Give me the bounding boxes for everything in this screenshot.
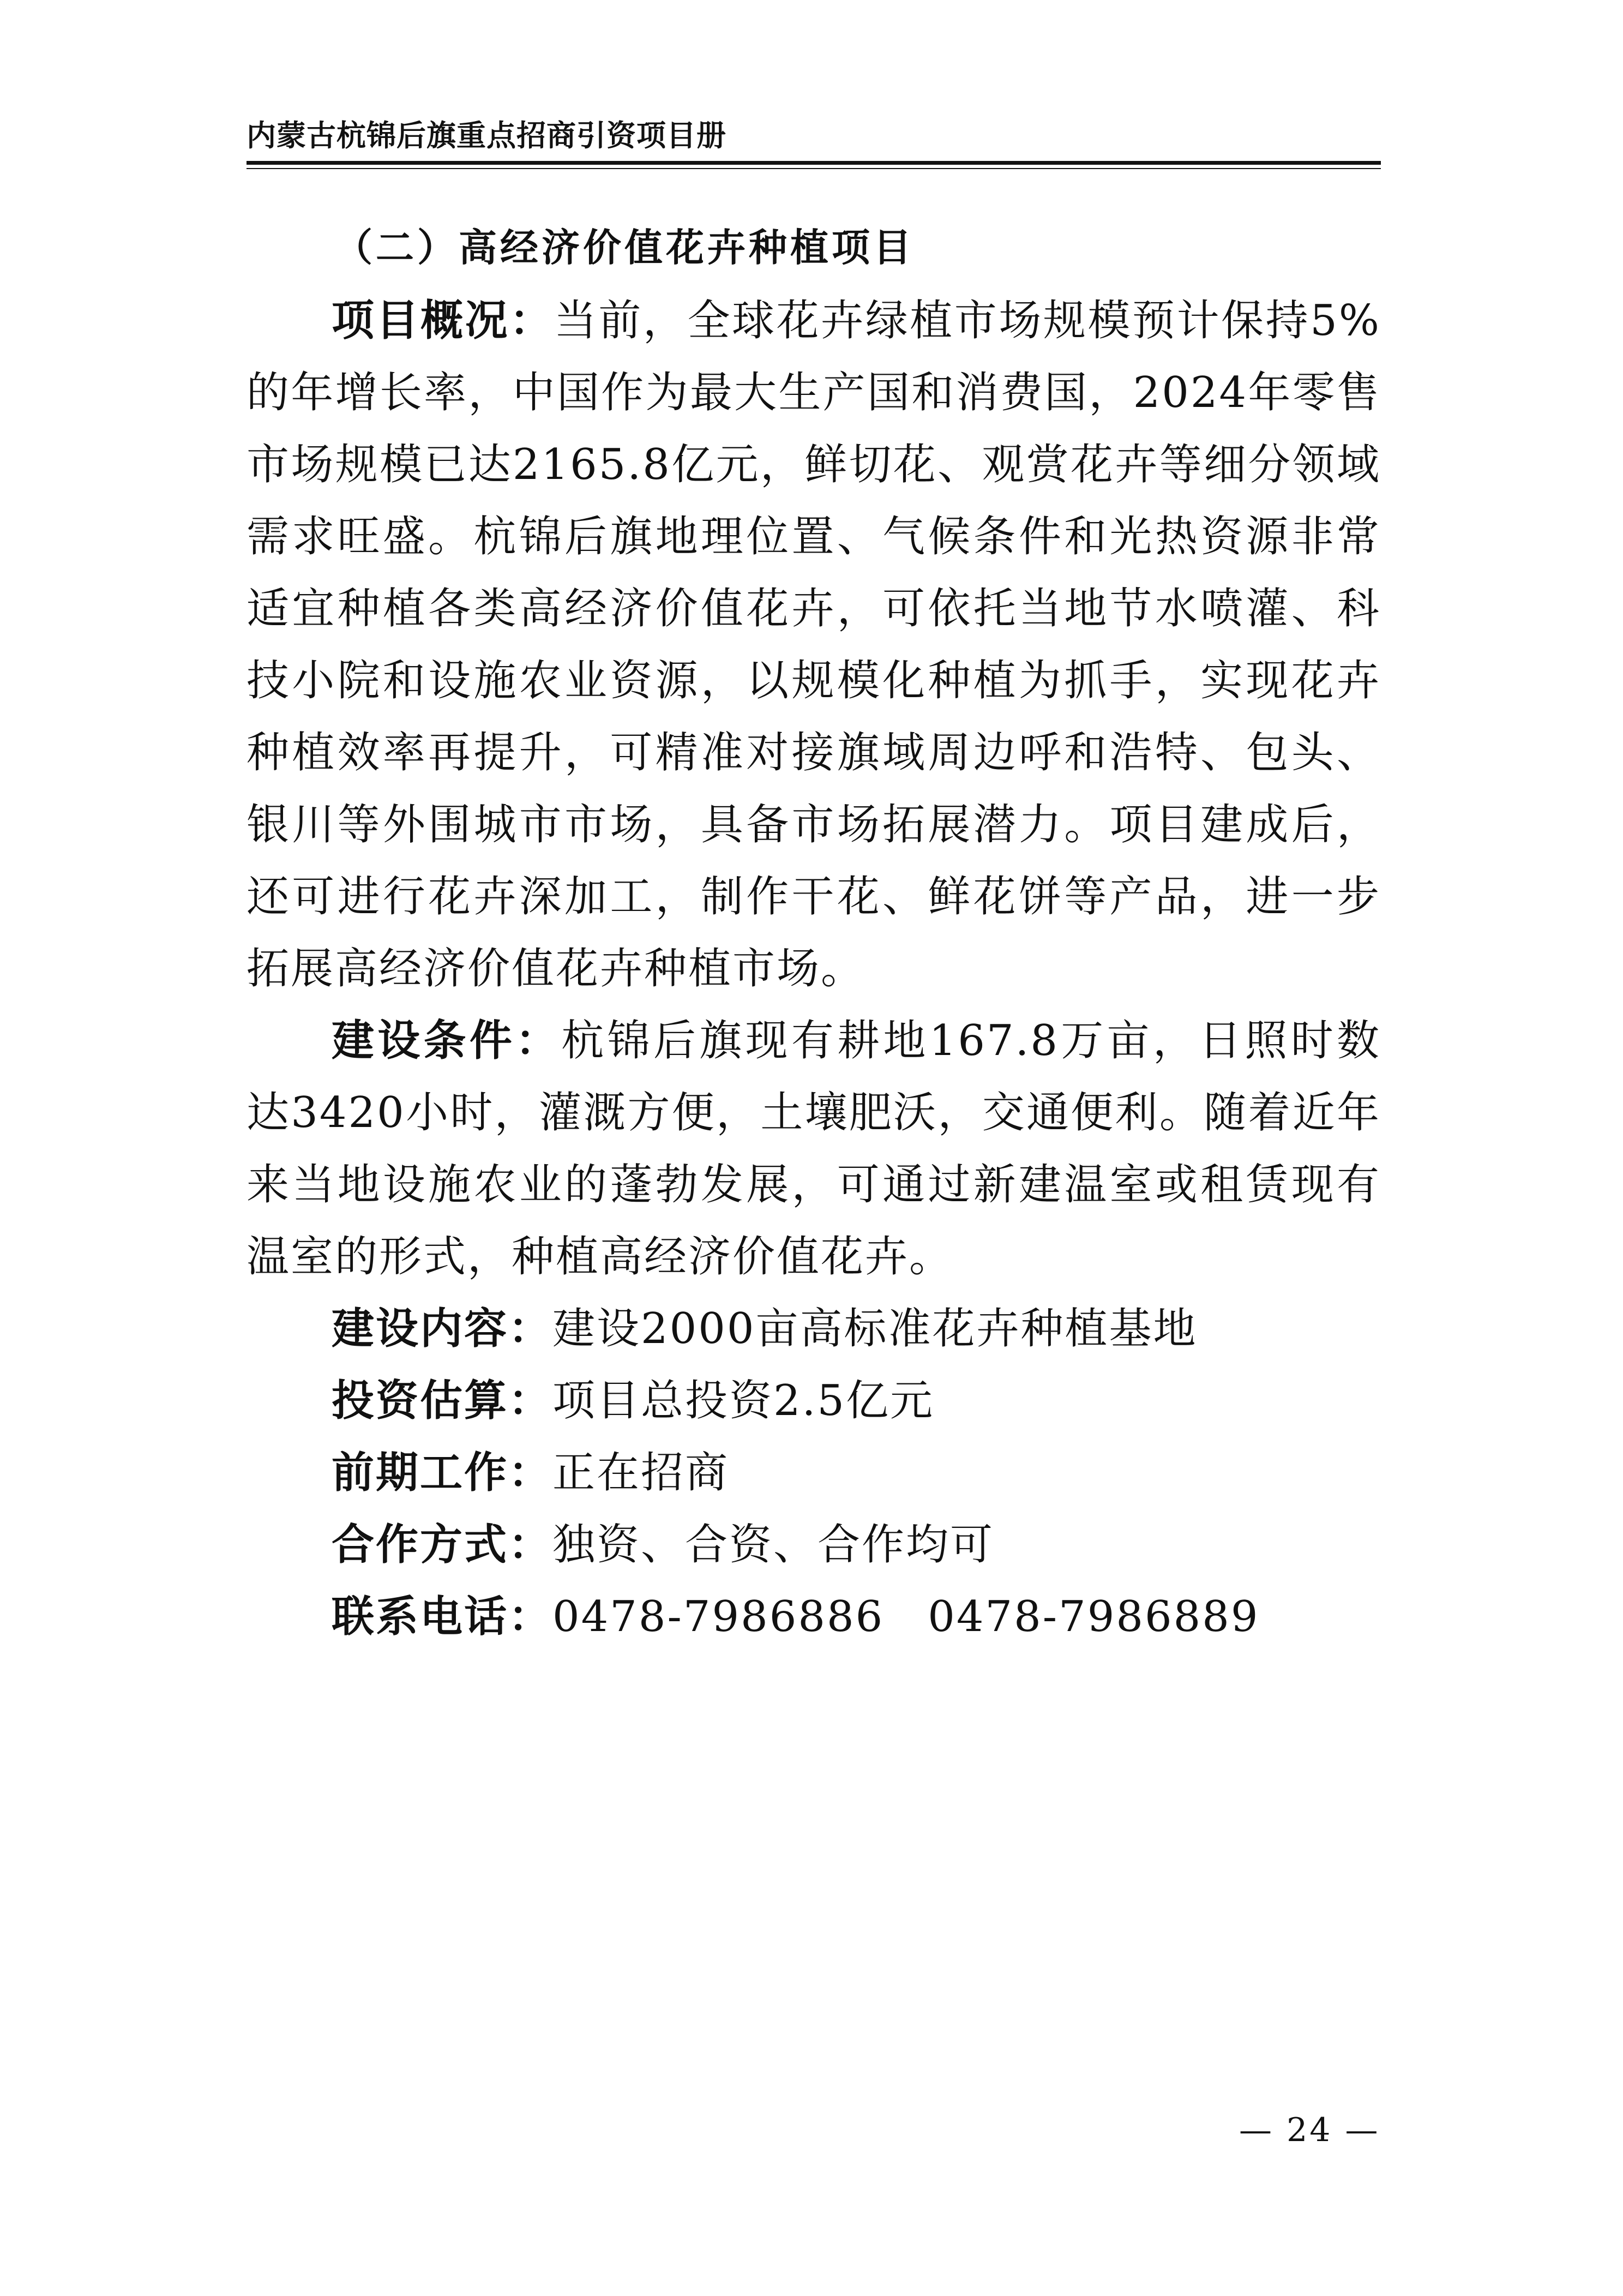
content-label: 建设内容：	[332, 1304, 553, 1353]
overview-text: 当前，全球花卉绿植市场规模预计保持5%的年增长率，中国作为最大生产国和消费国，2024年零售市场规模已达2165.8亿元，鲜切花、观赏花卉等细分领域需求旺盛。杭锦后旗地理位置、气候条件和光热资源非常适宜种植各类高经济价值花卉，可依托当地节水喷灌、科技小院和设施农业资源，以规模化种植为抓手，实现花卉种植效率再提升，可精准对接旗域周边呼和浩特、包头、银川等外围城市市场，具备市场拓展潜力。项目建成后，还可进行花卉深加工，制作干花、鲜花饼等产品，进一步拓展高经济价值花卉种植市场。	[247, 296, 1381, 993]
phone-number-1: 0478-7986886	[552, 1592, 885, 1641]
header-divider-thick	[247, 161, 1381, 165]
overview-paragraph	[247, 285, 1381, 1005]
section-title: （二）高经济价值花卉种植项目	[334, 225, 915, 270]
conditions-paragraph	[247, 1005, 1381, 1293]
investment-value: 项目总投资2.5亿元	[552, 1376, 935, 1425]
investment-label: 投资估算：	[332, 1376, 553, 1425]
field-content	[247, 1293, 1381, 1365]
document-header-title: 内蒙古杭锦后旗重点招商引资项目册	[247, 118, 726, 153]
field-cooperation	[247, 1509, 1381, 1581]
phone-number-2: 0478-7986889	[928, 1592, 1260, 1641]
preliminary-label: 前期工作：	[332, 1448, 553, 1497]
page-number: — 24 —	[1239, 2111, 1380, 2149]
field-investment	[247, 1365, 1381, 1437]
conditions-label: 建设条件：	[332, 1016, 562, 1065]
content-value: 建设2000亩高标准花卉种植基地	[552, 1304, 1198, 1353]
cooperation-label: 合作方式：	[332, 1520, 553, 1569]
header-divider-thin	[247, 168, 1381, 169]
field-preliminary	[247, 1437, 1381, 1509]
preliminary-value: 正在招商	[552, 1448, 730, 1497]
overview-label: 项目概况：	[332, 296, 554, 345]
phone-label: 联系电话：	[332, 1592, 553, 1641]
cooperation-value: 独资、合资、合作均可	[552, 1520, 995, 1569]
project-fields	[247, 1293, 1381, 1653]
field-phone	[247, 1581, 1381, 1653]
conditions-text: 杭锦后旗现有耕地167.8万亩，日照时数达3420小时，灌溉方便，土壤肥沃，交通便利。随着近年来当地设施农业的蓬勃发展，可通过新建温室或租赁现有温室的形式，种植高经济价值花卉。	[247, 1016, 1381, 1281]
